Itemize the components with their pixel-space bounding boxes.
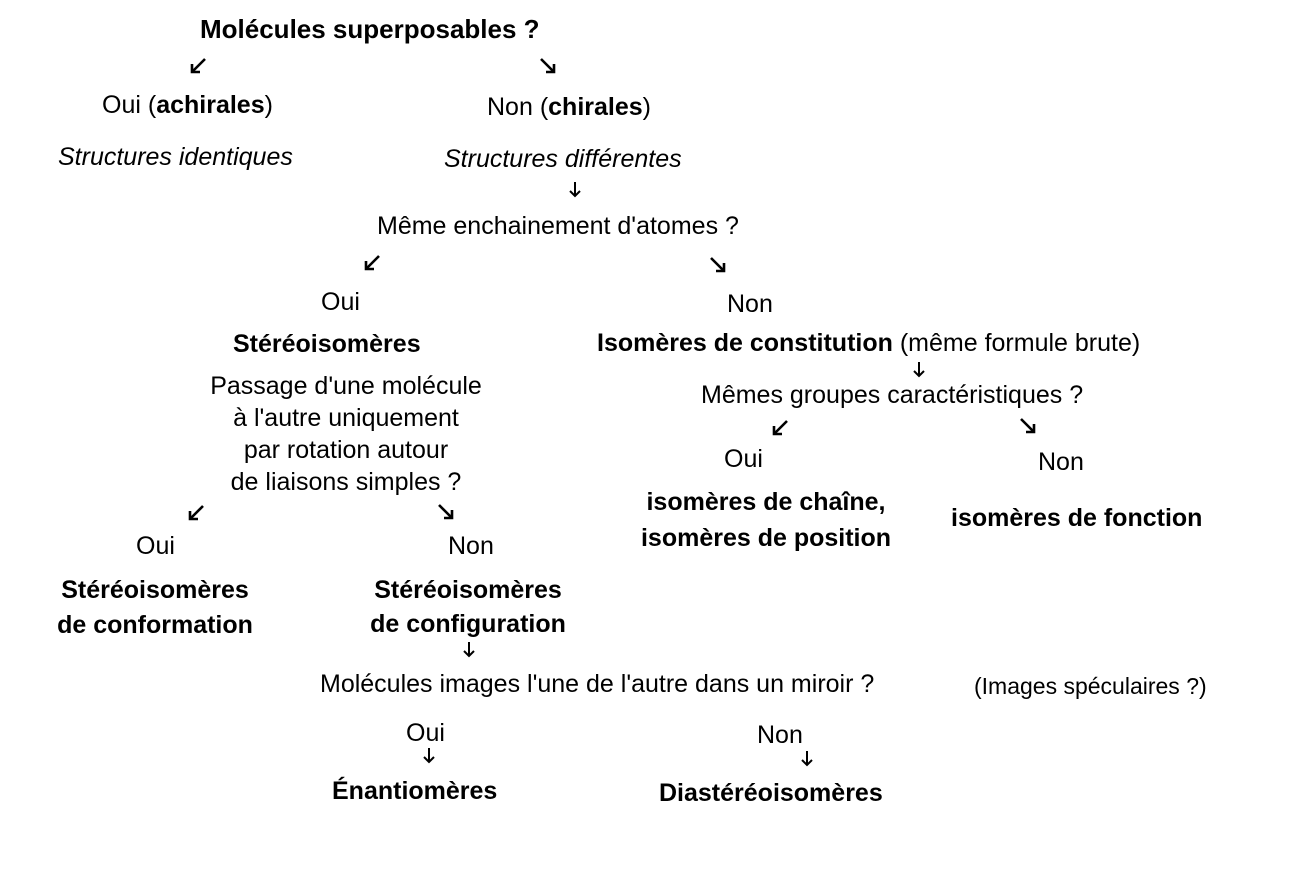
groups-yes-answer: Oui bbox=[724, 445, 763, 473]
diastereoisomers-title: Diastéréoisomères bbox=[659, 779, 883, 807]
arrow-down-left-icon bbox=[188, 56, 210, 76]
same-chain-no-answer: Non bbox=[727, 290, 773, 318]
arrow-down-right-icon bbox=[536, 56, 558, 76]
arrow-down-icon bbox=[422, 747, 436, 765]
different-structures-label: Structures différentes bbox=[444, 145, 682, 173]
rotation-yes-answer: Oui bbox=[136, 532, 175, 560]
mirror-no-answer: Non bbox=[757, 721, 803, 749]
arrow-down-right-icon bbox=[1016, 416, 1038, 436]
identical-structures-label: Structures identiques bbox=[58, 143, 293, 171]
arrow-down-right-icon bbox=[706, 255, 728, 275]
mirror-question: Molécules images l'une de l'autre dans un miroir ? bbox=[320, 670, 875, 698]
arrow-down-icon bbox=[568, 181, 582, 199]
function-isomers-title: isomères de fonction bbox=[951, 504, 1203, 532]
stereoisomers-title: Stéréoisomères bbox=[233, 330, 421, 358]
groups-no-answer: Non bbox=[1038, 448, 1084, 476]
rotation-question: Passage d'une molécule à l'autre uniquement par rotation autour de liaisons simples ? bbox=[210, 372, 482, 496]
arrow-down-icon bbox=[912, 361, 926, 379]
rotation-no-answer: Non bbox=[448, 532, 494, 560]
arrow-down-left-icon bbox=[770, 418, 792, 438]
achiral-answer: Oui (achirales) bbox=[102, 91, 273, 119]
mirror-yes-answer: Oui bbox=[406, 719, 445, 747]
arrow-down-right-icon bbox=[434, 502, 456, 522]
chain-position-isomers-title: isomères de chaîne, isomères de position bbox=[640, 488, 892, 552]
chiral-answer: Non (chirales) bbox=[487, 93, 651, 121]
root-question: Molécules superposables ? bbox=[200, 14, 540, 44]
same-chain-yes-answer: Oui bbox=[321, 288, 360, 316]
configuration-stereoisomers-title: Stéréoisomères de configuration bbox=[370, 576, 566, 638]
constitutional-isomers-heading: Isomères de constitution (même formule brute) bbox=[597, 329, 1141, 357]
arrow-down-icon bbox=[462, 641, 476, 659]
same-chain-question: Même enchainement d'atomes ? bbox=[377, 212, 739, 240]
arrow-down-icon bbox=[800, 750, 814, 768]
mirror-note: (Images spéculaires ?) bbox=[974, 673, 1207, 699]
enantiomers-title: Énantiomères bbox=[332, 777, 498, 805]
conformation-stereoisomers-title: Stéréoisomères de conformation bbox=[57, 576, 253, 639]
groups-question: Mêmes groupes caractéristiques ? bbox=[701, 381, 1084, 409]
arrow-down-left-icon bbox=[186, 503, 208, 523]
arrow-down-left-icon bbox=[362, 253, 384, 273]
